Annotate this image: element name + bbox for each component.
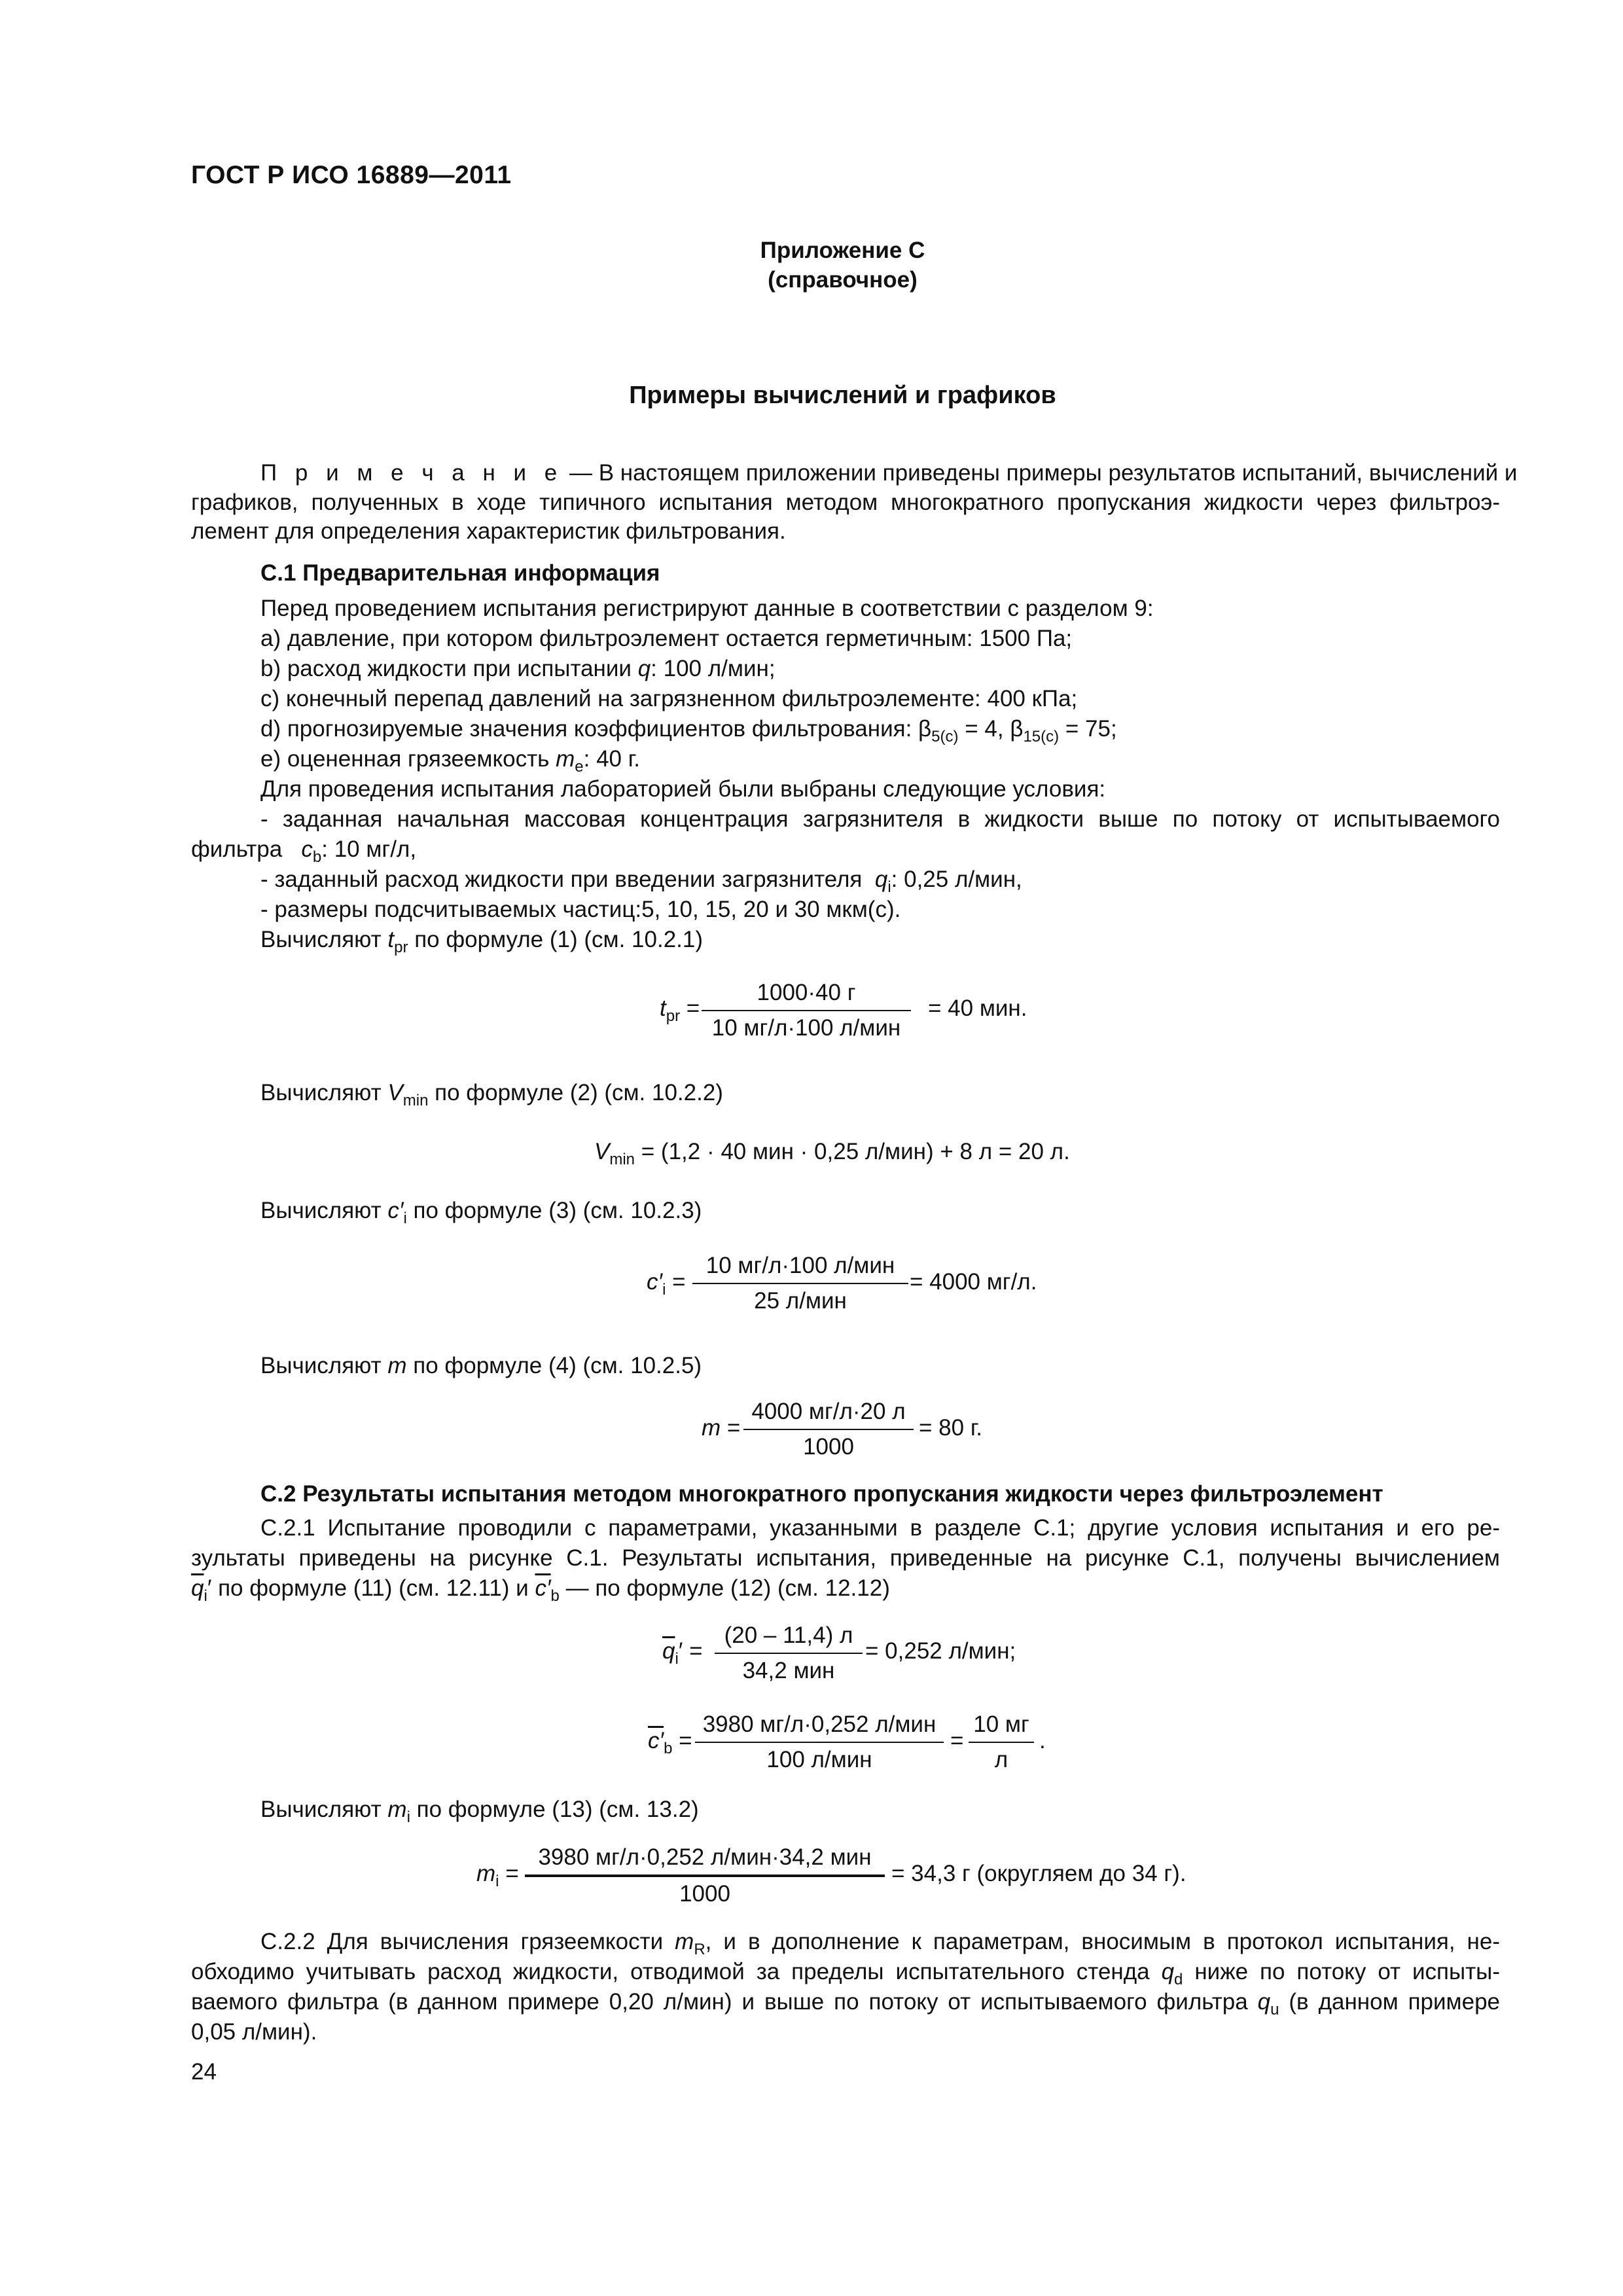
formula-2: $V_{min} = (1,2 \cdot 40$ мин · 0,25 л/мин) + 8 л = 20 л. <box>594 1139 1070 1168</box>
list-item-e: e) оцененная грязеемкость $m_e$: 40 г. <box>260 746 640 776</box>
formula-4-fraction: 4000 мг/л·20 л 1000 <box>743 1397 914 1462</box>
note-line-3: лемент для определения характеристик фильтрования. <box>191 518 786 544</box>
condition-1-line-2: фильтра $c_b$: 10 мг/л, <box>191 836 417 866</box>
formula-7-fraction: 3980 мг/л·0,252 л/мин·34,2 мин 1000 <box>525 1842 885 1909</box>
c2-2-line-3: ваемого фильтра (в данном примере 0,20 л/мин) и выше по потоку от испытываемого фильтра $q_u$ (в данном примере <box>191 1989 1501 2018</box>
c2-2-line-2: обходимо учитывать расход жидкости, отводимой за пределы испытательного стенда $q_d$ ниже по потоку от испыты- <box>191 1959 1500 1988</box>
conditions-intro: Для проведения испытания лабораторией были выбраны следующие условия: <box>260 776 1106 802</box>
calc-mi-text: Вычисляют $m_i$ по формуле (13) (см. 13.2) <box>260 1797 699 1826</box>
c2-1-line-1: С.2.1 Испытание проводили с параметрами, указанными в разделе С.1; другие условия испытания и его ре- <box>260 1515 1500 1541</box>
calc-ci-text: Вычисляют $c'_i$ по формуле (3) (см. 10.2.3) <box>260 1198 702 1227</box>
formula-6-fraction: 3980 мг/л·0,252 л/мин 100 л/мин <box>695 1710 944 1775</box>
formula-1-fraction: 1000·40 г 10 мг/л·100 л/мин <box>702 978 911 1043</box>
standard-header: ГОСТ Р ИСО 16889—2011 <box>191 161 512 189</box>
formula-4-lhs: m = <box>702 1415 741 1441</box>
formula-6-period: . <box>1039 1728 1046 1753</box>
formula-1-result: = 40 мин. <box>928 996 1027 1021</box>
formula-5-fraction: (20 – 11,4) л 34,2 мин <box>715 1621 863 1686</box>
formula-7-lhs: $m_i$ = <box>476 1861 519 1890</box>
page-number: 24 <box>191 2059 217 2085</box>
c1-intro: Перед проведением испытания регистрируют данные в соответствии с разделом 9: <box>260 596 1154 621</box>
c2-1-line-2: зультаты приведены на рисунке С.1. Результаты испытания, приведенные на рисунке С.1, получены вычислением <box>191 1545 1500 1571</box>
formula-3-fraction: 10 мг/л·100 л/мин 25 л/мин <box>692 1251 908 1316</box>
condition-2: - заданный расход жидкости при введении загрязнителя $q_i$: 0,25 л/мин, <box>260 867 1022 896</box>
formula-7-result: = 34,3 г (округляем до 34 г). <box>891 1861 1186 1886</box>
list-item-b: b) расход жидкости при испытании q: 100 л/мин; <box>260 656 776 681</box>
formula-6-fraction-2: 10 мг л <box>969 1710 1034 1775</box>
list-item-c: c) конечный перепад давлений на загрязненном фильтроэлементе: 400 кПа; <box>260 686 1078 711</box>
note-prefix: П р и м е ч а н и е <box>260 460 563 486</box>
note-line-1: П р и м е ч а н и е — В настоящем приложении приведены примеры результатов испытаний, вычислений и <box>260 460 1518 486</box>
formula-5-lhs: $\overline{q}_i'$ = <box>662 1638 703 1668</box>
note-line-2: графиков, полученных в ходе типичного испытания методом многократного пропускания жидкости через фильтроэ- <box>191 490 1500 515</box>
appendix-type: (справочное) <box>768 267 918 293</box>
formula-6-lhs: $c'_b$ = <box>648 1728 692 1757</box>
c2-2-line-4: 0,05 л/мин). <box>191 2019 317 2045</box>
condition-3: - размеры подсчитываемых частиц:5, 10, 15, 20 и 30 мкм(c). <box>260 897 901 922</box>
list-item-d: d) прогнозируемые значения коэффициентов фильтрования: $\beta_{5(c)} = 4$, $\beta_{15(c)} = 75$; <box>260 716 1117 745</box>
calc-m-text: Вычисляют m по формуле (4) (см. 10.2.5) <box>260 1353 702 1378</box>
formula-6-equals: = <box>950 1728 964 1753</box>
list-item-a: a) давление, при котором фильтроэлемент остается герметичным: 1500 Па; <box>260 626 1073 651</box>
calc-vmin-text: Вычисляют $V_{min}$ по формуле (2) (см. 10.2.2) <box>260 1080 723 1109</box>
calc-tpr-text: Вычисляют $t_{pr}$ по формуле (1) (см. 10.2.1) <box>260 927 704 956</box>
formula-3-lhs: $c'_i$ = <box>647 1269 686 1299</box>
section-c1-heading: С.1 Предварительная информация <box>260 560 660 586</box>
c2-1-line-3: $\overline{q}_i'$ по формуле (11) (см. 12.11) и $c'_b$ — по формуле (12) (см. 12.12) <box>191 1575 890 1605</box>
section-c2-heading: С.2 Результаты испытания методом многократного пропускания жидкости через фильтроэлемент <box>260 1481 1383 1507</box>
page-title: Примеры вычислений и графиков <box>629 382 1056 409</box>
formula-1-lhs: $t_{pr}$ = <box>660 996 700 1025</box>
appendix-label: Приложение С <box>760 238 925 263</box>
c2-2-line-1: С.2.2 Для вычисления грязеемкости $m_R$, и в дополнение к параметрам, вносимым в протокол испытания, не- <box>260 1929 1500 1958</box>
formula-3-result: = 4000 мг/л. <box>910 1269 1037 1295</box>
formula-5-result: = 0,252 л/мин; <box>865 1638 1016 1664</box>
condition-1-line-1: - заданная начальная массовая концентрация загрязнителя в жидкости выше по потоку от испытываемого <box>260 806 1500 832</box>
formula-4-result: = 80 г. <box>919 1415 983 1441</box>
